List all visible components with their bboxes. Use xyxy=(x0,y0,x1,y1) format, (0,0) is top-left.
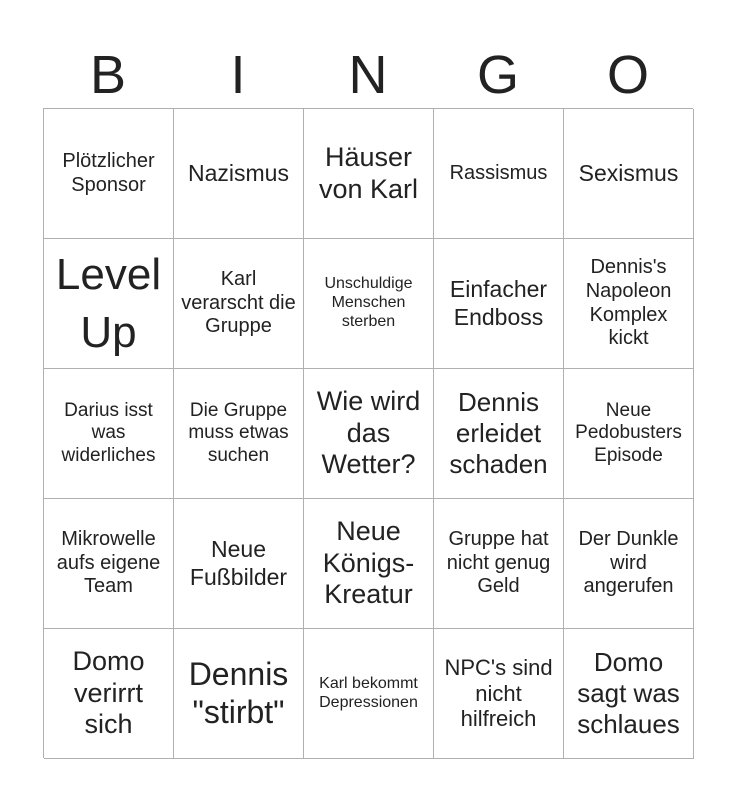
cell-text: Dennis's Napoleon Komplex kickt xyxy=(585,256,672,350)
bingo-grid xyxy=(43,108,693,758)
header-letter-b: B xyxy=(89,45,127,105)
header-letter-o: O xyxy=(606,45,649,105)
cell-text: Domo sagt was schlaues xyxy=(577,647,680,739)
bingo-cell[interactable] xyxy=(44,369,174,499)
bingo-cell[interactable] xyxy=(434,499,564,629)
cell-text: Sexismus xyxy=(578,159,679,186)
cell-text: Darius isst was widerliches xyxy=(61,399,156,466)
bingo-cell[interactable] xyxy=(434,239,564,369)
bingo-cell[interactable] xyxy=(434,369,564,499)
bingo-cell[interactable] xyxy=(174,629,304,759)
bingo-cell[interactable] xyxy=(44,629,174,759)
cell-text: Neue Pedobusters Episode xyxy=(575,399,682,466)
cell-text: Häuser von Karl xyxy=(318,141,419,204)
cell-text: Rassismus xyxy=(449,161,548,184)
cell-text: Unschuldige Menschen sterben xyxy=(324,275,413,330)
cell-text: Neue Königs-Kreatur xyxy=(322,515,415,610)
cell-text: Dennis "stirbt" xyxy=(188,655,289,730)
bingo-header xyxy=(43,42,693,108)
bingo-cell[interactable] xyxy=(434,109,564,239)
bingo-cell[interactable] xyxy=(564,239,694,369)
bingo-cell[interactable] xyxy=(44,499,174,629)
cell-text: Plötzlicher Sponsor xyxy=(62,149,155,196)
header-letter-n: N xyxy=(348,45,388,105)
bingo-cell[interactable] xyxy=(174,109,304,239)
cell-text: Einfacher Endboss xyxy=(449,276,548,330)
bingo-cell[interactable] xyxy=(174,239,304,369)
header-letter-g: G xyxy=(476,45,519,105)
bingo-cell[interactable] xyxy=(304,109,434,239)
bingo-cell[interactable] xyxy=(434,629,564,759)
cell-text: Karl bekommt Depressionen xyxy=(319,674,418,711)
bingo-cell[interactable] xyxy=(44,109,174,239)
cell-text: Mikrowelle aufs eigene Team xyxy=(56,528,161,598)
cell-text: Level Up xyxy=(55,250,162,357)
bingo-cell[interactable] xyxy=(564,369,694,499)
bingo-cell[interactable] xyxy=(564,109,694,239)
cell-text: Karl verarscht die Gruppe xyxy=(181,268,296,338)
cell-text: Neue Fußbilder xyxy=(189,536,288,590)
bingo-cell[interactable] xyxy=(44,239,174,369)
cell-text: Wie wird das Wetter? xyxy=(316,385,421,480)
cell-text: Gruppe hat nicht genug Geld xyxy=(446,528,551,598)
header-letter-i: I xyxy=(230,45,246,105)
cell-text: Die Gruppe muss etwas suchen xyxy=(188,399,289,466)
cell-text: Der Dunkle wird angerufen xyxy=(578,528,679,598)
bingo-cell[interactable] xyxy=(304,239,434,369)
bingo-cell[interactable] xyxy=(174,499,304,629)
bingo-cell[interactable] xyxy=(304,369,434,499)
bingo-cell[interactable] xyxy=(174,369,304,499)
cell-text: Dennis erleidet schaden xyxy=(449,387,548,479)
cell-text: Domo verirrt sich xyxy=(72,645,145,740)
bingo-cell[interactable] xyxy=(564,499,694,629)
bingo-cell[interactable] xyxy=(564,629,694,759)
bingo-cell[interactable] xyxy=(304,629,434,759)
cell-text: NPC's sind nicht hilfreich xyxy=(444,654,553,732)
cell-text: Nazismus xyxy=(188,159,289,186)
bingo-cell[interactable] xyxy=(304,499,434,629)
